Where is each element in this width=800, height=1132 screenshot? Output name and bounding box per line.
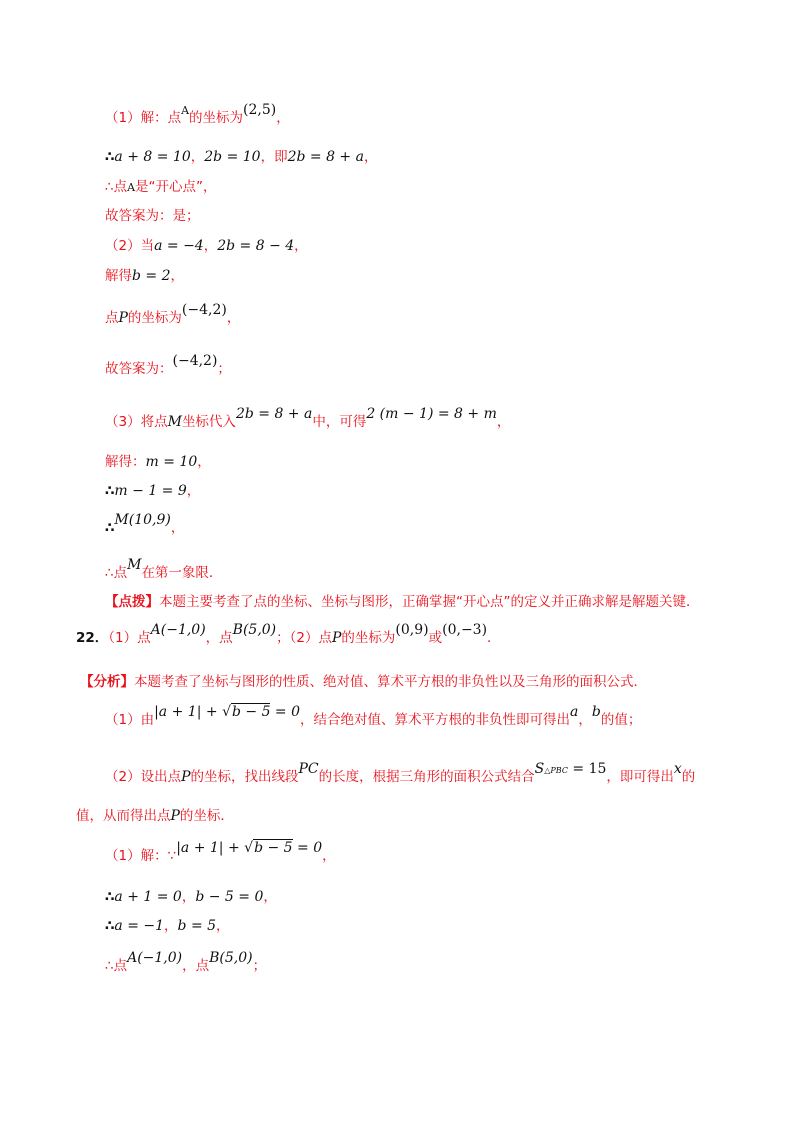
text: ∴点 <box>105 958 128 974</box>
equation: 2b = 8 + a <box>235 406 313 422</box>
text: 中，可得 <box>312 414 367 430</box>
coordinate: B(5,0) <box>232 622 277 638</box>
text: 在第一象限． <box>141 565 223 581</box>
q22-answer <box>76 622 501 648</box>
point-label: P <box>181 769 191 785</box>
equals: = 0 <box>270 704 301 720</box>
variable: x <box>673 761 682 777</box>
text: ， <box>170 520 185 536</box>
text: ， <box>203 238 218 254</box>
sol22-line3 <box>105 916 230 936</box>
equation: b − 5 = 0 <box>195 889 264 905</box>
text: 坐标代入 <box>181 414 236 430</box>
equation: b = 2 <box>132 268 171 284</box>
coordinate: (0,−3) <box>442 622 488 638</box>
text: ； <box>217 361 231 377</box>
sqrt-icon: √ <box>222 704 231 720</box>
coordinate: (−4,2) <box>181 302 227 318</box>
therefore-symbol: ∴ <box>105 889 115 905</box>
point-label: P <box>332 630 342 646</box>
point-label: P <box>118 310 128 326</box>
equation <box>176 840 322 856</box>
coordinate: M(10,9) <box>114 512 171 528</box>
equation: 2b = 10 <box>204 149 261 165</box>
equation: a = −1 <box>114 918 165 934</box>
fenxi-step1 <box>105 704 642 730</box>
text: ， <box>578 712 592 728</box>
p3-line5 <box>105 557 223 583</box>
text: （2）当 <box>105 238 155 254</box>
equation: a + 1 = 0 <box>114 889 182 905</box>
text: ， <box>294 238 308 254</box>
plus: + <box>223 840 245 856</box>
text: 故答案为： <box>105 361 173 377</box>
area-equation <box>535 761 607 777</box>
equation: a = −4 <box>154 238 204 254</box>
text: ， <box>164 918 178 934</box>
sqrt-expr: b − 5 <box>231 704 271 720</box>
text: ，点 <box>182 958 210 974</box>
text: ； <box>252 958 267 974</box>
equation: 2b = 8 − 4 <box>217 238 295 254</box>
p2-line4 <box>105 353 231 379</box>
section-tag: 【点拨】 <box>105 594 159 610</box>
text: ． <box>487 630 501 646</box>
text: 本题考查了坐标与图形的性质、绝对值、算术平方根的非负性以及三角形的面积公式． <box>134 674 647 690</box>
sqrt-expr: b − 5 <box>254 840 293 856</box>
plus: + <box>201 704 223 720</box>
equation: m = 10 <box>145 454 198 470</box>
therefore-symbol: ∴ <box>105 483 115 499</box>
variable: b <box>591 704 601 720</box>
coordinate: (−4,2) <box>172 353 218 369</box>
text: （1）点 <box>108 630 151 646</box>
text: 的坐标为 <box>341 630 396 646</box>
text: 的坐标． <box>179 808 234 824</box>
text: ∴点 <box>105 565 128 581</box>
text: （1）解：∵ <box>105 848 177 864</box>
text: 值，从而得出点 <box>76 808 171 824</box>
coordinate: (2,5) <box>243 102 277 118</box>
text: （3）将点 <box>105 414 168 430</box>
text: ， <box>186 483 201 499</box>
text: ，点 <box>205 630 233 646</box>
p1-line1 <box>105 102 290 129</box>
text: 的长度，根据三角形的面积公式结合 <box>318 769 535 785</box>
p1-line4: 故答案为：是； <box>105 208 200 224</box>
sqrt-icon: √ <box>244 840 254 856</box>
text: 本题主要考查了点的坐标、坐标与图形，正确掌握“开心点”的定义并正确求解是解题关键． <box>159 594 700 610</box>
text: ，结合绝对值、算术平方根的非负性即可得出 <box>300 712 571 728</box>
therefore-symbol: ∴ <box>105 149 115 165</box>
point-label: A <box>127 181 136 194</box>
therefore-symbol: ∴ <box>105 520 115 536</box>
text: ， <box>197 454 211 470</box>
text: 的坐标为 <box>127 310 182 326</box>
text: 的值； <box>600 712 642 728</box>
text: 或 <box>428 630 443 646</box>
equation: b = 5 <box>177 918 217 934</box>
text: ；（2）点 <box>276 630 332 646</box>
p3-line1 <box>105 406 511 432</box>
dianbo-line <box>105 592 700 612</box>
therefore-symbol: ∴ <box>105 918 115 934</box>
text: ∴点 <box>105 179 128 195</box>
coordinate: A(−1,0) <box>127 950 183 966</box>
abs-expr: |a + 1| <box>154 704 202 720</box>
fenxi-line <box>80 672 647 692</box>
equation: 2b = 8 + a <box>287 149 364 165</box>
text: ， <box>216 918 230 934</box>
section-tag: 【分析】 <box>80 674 134 690</box>
p3-line4 <box>105 512 185 538</box>
text: （1）解：点 <box>105 110 182 126</box>
point-label: A <box>181 104 190 117</box>
text: 点 <box>105 310 119 326</box>
abs-expr: |a + 1| <box>176 840 224 856</box>
equation <box>154 704 300 720</box>
text: （2）设出点 <box>105 769 182 785</box>
text: 的坐标为 <box>189 110 244 126</box>
equation: a + 8 = 10 <box>114 149 191 165</box>
area-symbol: S <box>534 761 545 777</box>
equation: m − 1 = 9 <box>114 483 187 499</box>
text: 的坐标，找出线段 <box>190 769 299 785</box>
question-number: 22． <box>76 630 109 646</box>
point-label: M <box>127 557 142 573</box>
p2-line1 <box>105 236 308 256</box>
coordinate: B(5,0) <box>209 950 253 966</box>
p3-line3 <box>105 481 200 501</box>
text: ， <box>276 110 290 126</box>
point-label: P <box>170 808 180 824</box>
text: 的 <box>681 769 696 785</box>
text: ， <box>322 848 336 864</box>
text: 是“开心点”， <box>135 179 217 195</box>
fenxi-step3 <box>76 806 234 826</box>
variable: a <box>570 704 579 720</box>
text: ， <box>496 414 511 430</box>
p1-line3 <box>105 177 217 198</box>
text: ，即 <box>260 149 288 165</box>
sol22-line2 <box>105 887 277 907</box>
text: ， <box>226 310 241 326</box>
p1-line2 <box>105 147 377 167</box>
coordinate: A(−1,0) <box>150 622 206 638</box>
text: ， <box>170 268 184 284</box>
fenxi-step2 <box>105 761 696 789</box>
p2-line2 <box>105 266 184 286</box>
text: ， <box>190 149 205 165</box>
equals: = 0 <box>292 840 323 856</box>
p2-line3 <box>105 302 241 328</box>
area-subscript: △PBC <box>544 766 568 775</box>
text: 解得： <box>105 454 146 470</box>
text: （1）由 <box>105 712 155 728</box>
text: 解得 <box>105 268 132 284</box>
equation: 2 (m − 1) = 8 + m <box>366 406 497 422</box>
point-label: M <box>167 414 182 430</box>
p3-line2 <box>105 452 211 472</box>
text: ， <box>363 149 378 165</box>
text: ，即可得出 <box>606 769 674 785</box>
coordinate: (0,9) <box>395 622 429 638</box>
text: ， <box>181 889 196 905</box>
sol22-line1 <box>105 840 336 866</box>
segment-label: PC <box>298 761 319 777</box>
equals: = 15 <box>567 761 607 777</box>
sol22-line4 <box>105 950 267 976</box>
text: ， <box>263 889 277 905</box>
